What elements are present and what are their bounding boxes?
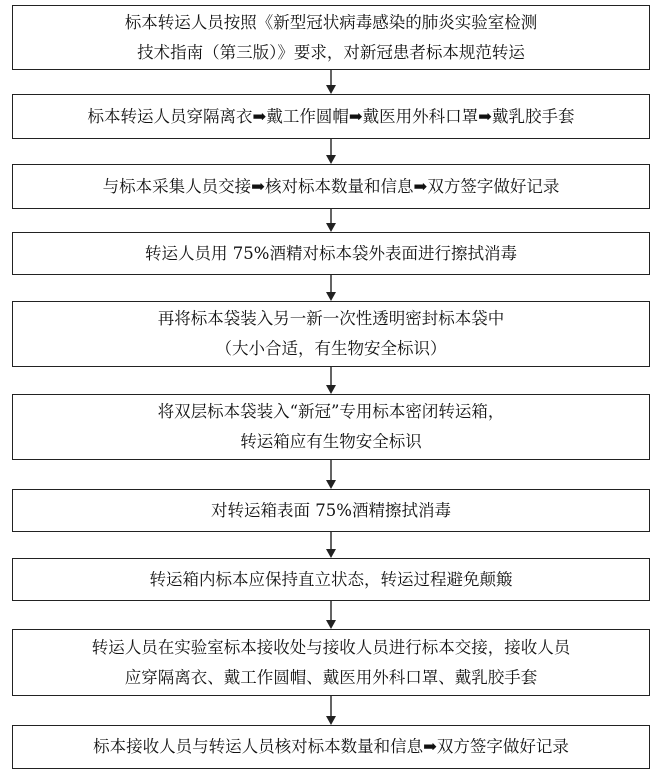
arrow-1-to-2 (329, 70, 333, 94)
step-1-line-2: 技术指南（第三版）》要求，对新冠患者标本规范转运 (137, 42, 525, 62)
arrow-5-to-6 (329, 367, 333, 394)
step-9-box (12, 629, 650, 696)
arrow-6-to-7 (329, 460, 333, 489)
step-8-line-1: 转运箱内标本应保持直立状态，转运过程避免颠簸 (149, 569, 513, 589)
arrow-3-to-4 (329, 209, 333, 232)
step-1-box (12, 5, 650, 70)
step-9-line-2: 应穿隔离衣、戴工作圆帽、戴医用外科口罩、戴乳胶手套 (124, 667, 538, 687)
step-7-line-1: 对转运箱表面 75%酒精擦拭消毒 (211, 500, 451, 520)
step-10-box (12, 725, 650, 769)
arrow-9-to-10 (329, 696, 333, 725)
arrow-7-to-8 (329, 532, 333, 558)
step-5-line-2: （大小合适，有生物安全标识） (215, 339, 447, 358)
arrow-4-to-5 (329, 275, 333, 301)
step-4-line-1: 转运人员用 75%酒精对标本袋外表面进行擦拭消毒 (145, 243, 517, 263)
arrow-2-to-3 (329, 139, 333, 164)
step-4-box (12, 232, 650, 275)
step-1-line-1: 标本转运人员按照《新型冠状病毒感染的肺炎实验室检测 (124, 12, 538, 32)
step-5-box (12, 301, 650, 367)
step-2-box (12, 94, 650, 139)
step-3-line-1: 与标本采集人员交接➡核对标本数量和信息➡双方签字做好记录 (102, 176, 560, 196)
arrow-8-to-9 (329, 601, 333, 629)
step-3-box (12, 164, 650, 209)
step-6-line-1: 将双层标本袋装入“新冠”专用标本密闭转运箱， (157, 402, 505, 421)
step-7-box (12, 489, 650, 532)
step-10-line-1: 标本接收人员与转运人员核对标本数量和信息➡双方签字做好记录 (93, 737, 569, 756)
step-5-line-1: 再将标本袋装入另一新一次性透明密封标本袋中 (157, 309, 505, 328)
step-6-box (12, 394, 650, 460)
step-6-line-2: 转运箱应有生物安全标识 (240, 432, 422, 451)
step-8-box (12, 558, 650, 601)
step-9-line-1: 转运人员在实验室标本接收处与接收人员进行标本交接，接收人员 (91, 637, 571, 657)
step-2-line-1: 标本转运人员穿隔离衣➡戴工作圆帽➡戴医用外科口罩➡戴乳胶手套 (87, 106, 575, 126)
